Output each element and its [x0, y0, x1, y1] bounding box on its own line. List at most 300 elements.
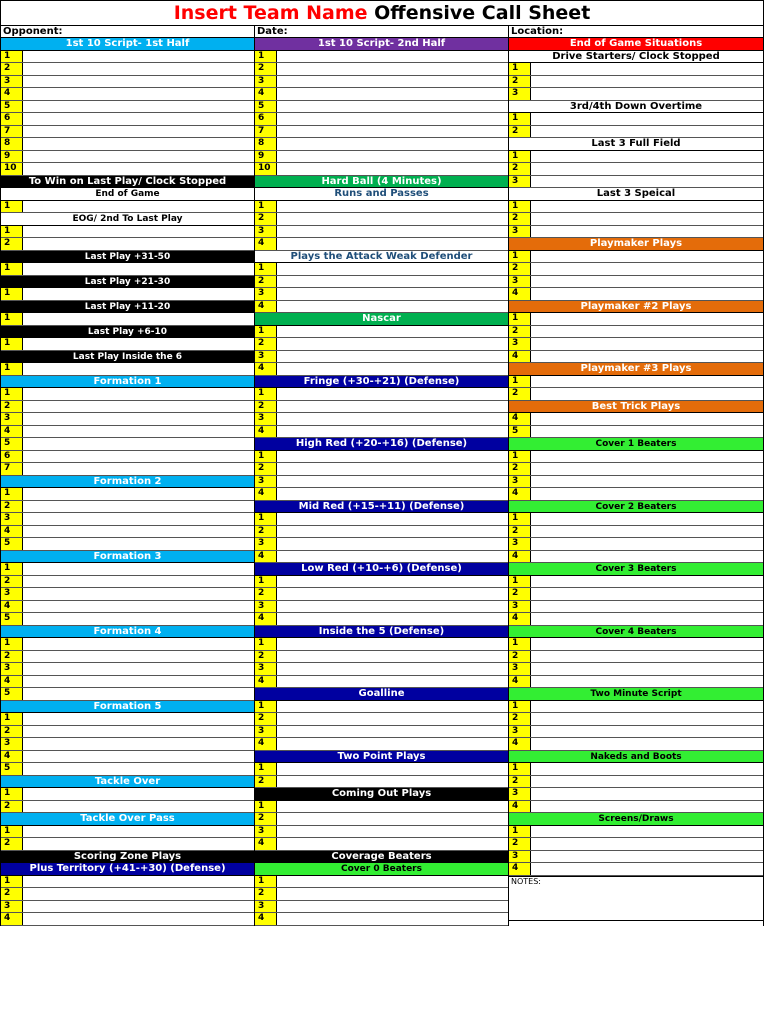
row-number: 1 — [255, 701, 277, 713]
section-header: Nakeds and Boots — [509, 751, 763, 764]
play-cell[interactable] — [23, 638, 254, 650]
play-cell[interactable] — [531, 613, 763, 625]
play-row — [255, 126, 508, 139]
play-row — [509, 763, 763, 776]
section-header: Cover 1 Beaters — [509, 438, 763, 451]
play-cell[interactable] — [531, 263, 763, 275]
play-row — [509, 388, 763, 401]
play-cell[interactable] — [277, 663, 508, 675]
play-cell[interactable] — [277, 538, 508, 550]
section-header: Cover 3 Beaters — [509, 563, 763, 576]
section-header: Mid Red (+15-+11) (Defense) — [255, 501, 508, 514]
play-cell[interactable] — [277, 113, 508, 125]
row-number: 3 — [255, 901, 277, 913]
play-cell[interactable] — [531, 776, 763, 788]
play-cell[interactable] — [277, 638, 508, 650]
play-cell[interactable] — [23, 788, 254, 800]
row-number: 5 — [1, 688, 23, 700]
play-row — [1, 801, 254, 814]
play-cell[interactable] — [23, 226, 254, 238]
play-row — [255, 213, 508, 226]
play-cell[interactable] — [277, 426, 508, 438]
section-header: Formation 2 — [1, 476, 254, 489]
play-cell[interactable] — [23, 263, 254, 275]
row-number: 4 — [1, 751, 23, 763]
play-row — [255, 713, 508, 726]
play-row — [255, 401, 508, 414]
play-row — [1, 738, 254, 751]
play-cell[interactable] — [277, 451, 508, 463]
row-number: 5 — [1, 101, 23, 113]
row-number: 1 — [509, 63, 531, 75]
play-cell[interactable] — [277, 813, 508, 825]
play-row — [509, 538, 763, 551]
play-cell[interactable] — [23, 888, 254, 900]
row-number: 1 — [509, 638, 531, 650]
play-row — [1, 651, 254, 664]
play-cell[interactable] — [23, 726, 254, 738]
row-number: 4 — [509, 676, 531, 688]
play-cell[interactable] — [277, 513, 508, 525]
play-row — [1, 588, 254, 601]
play-cell[interactable] — [277, 888, 508, 900]
play-cell[interactable] — [23, 651, 254, 663]
play-cell[interactable] — [531, 738, 763, 750]
play-row — [1, 288, 254, 301]
row-number: 3 — [255, 476, 277, 488]
play-cell[interactable] — [531, 826, 763, 838]
play-cell[interactable] — [531, 88, 763, 100]
play-cell[interactable] — [23, 751, 254, 763]
play-cell[interactable] — [531, 513, 763, 525]
play-row — [509, 376, 763, 389]
play-cell[interactable] — [531, 801, 763, 813]
row-number: 8 — [255, 138, 277, 150]
play-row — [1, 576, 254, 589]
play-cell[interactable] — [277, 701, 508, 713]
play-row — [255, 288, 508, 301]
row-number: 10 — [255, 163, 277, 175]
play-cell[interactable] — [277, 76, 508, 88]
section-header: Low Red (+10-+6) (Defense) — [255, 563, 508, 576]
play-row — [509, 801, 763, 814]
play-cell[interactable] — [531, 226, 763, 238]
row-number: 4 — [1, 676, 23, 688]
play-cell[interactable] — [23, 113, 254, 125]
play-row — [255, 63, 508, 76]
play-cell[interactable] — [531, 863, 763, 875]
play-row — [1, 751, 254, 764]
section-header: 1st 10 Script- 1st Half — [1, 38, 254, 51]
section-header: Scoring Zone Plays — [1, 851, 254, 864]
play-cell[interactable] — [277, 263, 508, 275]
play-cell[interactable] — [23, 488, 254, 500]
section-header: Cover 0 Beaters — [255, 863, 508, 876]
play-cell[interactable] — [23, 101, 254, 113]
section-header: Playmaker Plays — [509, 238, 763, 251]
play-cell[interactable] — [531, 488, 763, 500]
play-cell[interactable] — [277, 413, 508, 425]
play-row — [255, 701, 508, 714]
row-number: 2 — [255, 813, 277, 825]
section-header: Last 3 Full Field — [509, 138, 763, 151]
row-number: 7 — [1, 463, 23, 475]
play-cell[interactable] — [531, 338, 763, 350]
row-number: 1 — [509, 201, 531, 213]
play-cell[interactable] — [277, 226, 508, 238]
row-number: 2 — [1, 838, 23, 850]
play-cell[interactable] — [23, 826, 254, 838]
play-cell[interactable] — [23, 613, 254, 625]
row-number: 2 — [255, 776, 277, 788]
play-cell[interactable] — [531, 576, 763, 588]
play-cell[interactable] — [277, 801, 508, 813]
row-number: 2 — [509, 76, 531, 88]
row-number: 3 — [509, 88, 531, 100]
row-number: 2 — [509, 213, 531, 225]
column-left-sections — [1, 38, 254, 926]
play-cell[interactable] — [23, 51, 254, 63]
play-cell[interactable] — [531, 376, 763, 388]
play-cell[interactable] — [23, 576, 254, 588]
play-row — [509, 351, 763, 364]
notes-box[interactable] — [509, 876, 763, 921]
play-cell[interactable] — [277, 488, 508, 500]
section-header: Fringe (+30-+21) (Defense) — [255, 376, 508, 389]
row-number: 3 — [509, 726, 531, 738]
section-header: Drive Starters/ Clock Stopped — [509, 51, 763, 64]
row-number: 4 — [509, 863, 531, 875]
play-cell[interactable] — [23, 688, 254, 700]
play-row — [1, 663, 254, 676]
row-number: 8 — [1, 138, 23, 150]
play-cell[interactable] — [277, 526, 508, 538]
play-cell[interactable] — [23, 338, 254, 350]
play-cell[interactable] — [277, 651, 508, 663]
play-cell[interactable] — [23, 601, 254, 613]
play-cell[interactable] — [531, 451, 763, 463]
play-cell[interactable] — [277, 463, 508, 475]
play-cell[interactable] — [531, 276, 763, 288]
play-cell[interactable] — [277, 201, 508, 213]
play-row — [509, 788, 763, 801]
play-row — [1, 63, 254, 76]
row-number: 2 — [255, 713, 277, 725]
play-row — [509, 88, 763, 101]
play-cell[interactable] — [23, 563, 254, 575]
row-number: 1 — [509, 513, 531, 525]
row-number: 4 — [255, 738, 277, 750]
play-row — [255, 738, 508, 751]
row-number: 2 — [509, 263, 531, 275]
play-row — [1, 126, 254, 139]
play-cell[interactable] — [531, 213, 763, 225]
play-row — [255, 538, 508, 551]
play-row — [509, 613, 763, 626]
play-row — [509, 338, 763, 351]
play-cell[interactable] — [277, 838, 508, 850]
row-number: 3 — [255, 226, 277, 238]
play-cell[interactable] — [531, 463, 763, 475]
play-cell[interactable] — [277, 126, 508, 138]
play-cell[interactable] — [277, 738, 508, 750]
play-cell[interactable] — [531, 388, 763, 400]
row-number: 6 — [1, 451, 23, 463]
date-field[interactable]: Date: — [255, 26, 508, 38]
play-row — [255, 88, 508, 101]
row-number: 4 — [255, 301, 277, 313]
row-number: 7 — [1, 126, 23, 138]
row-number: 2 — [1, 651, 23, 663]
play-row — [255, 763, 508, 776]
play-cell[interactable] — [23, 438, 254, 450]
play-cell[interactable] — [23, 801, 254, 813]
play-cell[interactable] — [23, 313, 254, 325]
row-number: 6 — [1, 113, 23, 125]
play-cell[interactable] — [23, 238, 254, 250]
row-number: 1 — [255, 326, 277, 338]
play-cell[interactable] — [531, 351, 763, 363]
play-row — [509, 826, 763, 839]
location-field[interactable]: Location: — [509, 26, 763, 38]
row-number: 1 — [1, 788, 23, 800]
row-number: 2 — [1, 501, 23, 513]
play-cell[interactable] — [531, 851, 763, 863]
row-number: 3 — [255, 726, 277, 738]
play-row — [255, 476, 508, 489]
play-cell[interactable] — [531, 201, 763, 213]
row-number: 4 — [1, 88, 23, 100]
play-cell[interactable] — [23, 588, 254, 600]
play-cell[interactable] — [531, 713, 763, 725]
row-number: 2 — [509, 326, 531, 338]
play-cell[interactable] — [531, 701, 763, 713]
play-cell[interactable] — [23, 901, 254, 913]
play-cell[interactable] — [277, 101, 508, 113]
opponent-field[interactable]: Opponent: — [1, 26, 254, 38]
play-cell[interactable] — [23, 676, 254, 688]
play-cell[interactable] — [277, 363, 508, 375]
row-number: 4 — [255, 488, 277, 500]
play-row — [509, 851, 763, 864]
play-cell[interactable] — [531, 63, 763, 75]
play-cell[interactable] — [277, 213, 508, 225]
play-cell[interactable] — [23, 513, 254, 525]
row-number: 3 — [509, 601, 531, 613]
play-row — [255, 426, 508, 439]
play-cell[interactable] — [23, 401, 254, 413]
play-row — [1, 163, 254, 176]
play-cell[interactable] — [23, 88, 254, 100]
play-cell[interactable] — [277, 876, 508, 888]
play-cell[interactable] — [23, 763, 254, 775]
play-cell[interactable] — [531, 176, 763, 188]
play-row — [509, 226, 763, 239]
play-row — [255, 138, 508, 151]
play-cell[interactable] — [277, 763, 508, 775]
play-cell[interactable] — [23, 663, 254, 675]
row-number: 2 — [255, 63, 277, 75]
play-cell[interactable] — [277, 238, 508, 250]
play-cell[interactable] — [277, 301, 508, 313]
play-cell[interactable] — [23, 126, 254, 138]
play-cell[interactable] — [277, 351, 508, 363]
play-cell[interactable] — [277, 776, 508, 788]
row-number: 2 — [1, 401, 23, 413]
play-row — [1, 138, 254, 151]
play-cell[interactable] — [277, 913, 508, 925]
play-cell[interactable] — [531, 601, 763, 613]
play-row — [1, 313, 254, 326]
play-cell[interactable] — [531, 288, 763, 300]
section-header: 1st 10 Script- 2nd Half — [255, 38, 508, 51]
play-cell[interactable] — [23, 288, 254, 300]
play-cell[interactable] — [277, 713, 508, 725]
play-cell[interactable] — [277, 151, 508, 163]
section-header: Screens/Draws — [509, 813, 763, 826]
play-cell[interactable] — [531, 663, 763, 675]
play-cell[interactable] — [277, 326, 508, 338]
play-cell[interactable] — [531, 838, 763, 850]
play-cell[interactable] — [277, 601, 508, 613]
play-cell[interactable] — [23, 876, 254, 888]
play-cell[interactable] — [277, 676, 508, 688]
play-cell[interactable] — [277, 576, 508, 588]
section-header: Formation 4 — [1, 626, 254, 639]
play-cell[interactable] — [531, 126, 763, 138]
play-cell[interactable] — [277, 401, 508, 413]
play-cell[interactable] — [531, 588, 763, 600]
play-cell[interactable] — [531, 651, 763, 663]
play-row — [1, 388, 254, 401]
play-cell[interactable] — [23, 363, 254, 375]
row-number: 4 — [255, 676, 277, 688]
play-cell[interactable] — [23, 451, 254, 463]
play-cell[interactable] — [23, 63, 254, 75]
play-cell[interactable] — [277, 551, 508, 563]
play-cell[interactable] — [23, 151, 254, 163]
play-cell[interactable] — [277, 88, 508, 100]
play-cell[interactable] — [277, 163, 508, 175]
play-cell[interactable] — [23, 388, 254, 400]
play-cell[interactable] — [531, 763, 763, 775]
play-cell[interactable] — [277, 63, 508, 75]
play-row — [255, 113, 508, 126]
play-row — [509, 451, 763, 464]
play-row — [1, 826, 254, 839]
team-name-placeholder[interactable]: Insert Team Name — [173, 2, 368, 24]
row-number: 3 — [1, 901, 23, 913]
play-cell[interactable] — [23, 713, 254, 725]
play-cell[interactable] — [23, 201, 254, 213]
play-row — [509, 326, 763, 339]
play-cell[interactable] — [23, 76, 254, 88]
play-row — [255, 676, 508, 689]
row-number: 2 — [509, 526, 531, 538]
play-cell[interactable] — [277, 588, 508, 600]
play-cell[interactable] — [531, 476, 763, 488]
play-cell[interactable] — [23, 738, 254, 750]
play-cell[interactable] — [23, 138, 254, 150]
play-row — [255, 588, 508, 601]
play-cell[interactable] — [531, 788, 763, 800]
row-number: 1 — [509, 313, 531, 325]
play-cell[interactable] — [531, 326, 763, 338]
play-cell[interactable] — [531, 676, 763, 688]
play-cell[interactable] — [23, 526, 254, 538]
section-header: 3rd/4th Down Overtime — [509, 101, 763, 114]
row-number: 2 — [255, 651, 277, 663]
play-cell[interactable] — [277, 613, 508, 625]
play-row — [1, 526, 254, 539]
play-cell[interactable] — [531, 538, 763, 550]
play-cell[interactable] — [531, 76, 763, 88]
row-number: 5 — [255, 101, 277, 113]
play-cell[interactable] — [531, 726, 763, 738]
play-cell[interactable] — [531, 638, 763, 650]
play-row — [509, 313, 763, 326]
play-cell[interactable] — [531, 313, 763, 325]
play-cell[interactable] — [531, 551, 763, 563]
play-cell[interactable] — [277, 338, 508, 350]
play-cell[interactable] — [277, 288, 508, 300]
row-number: 3 — [509, 851, 531, 863]
play-row — [509, 726, 763, 739]
row-number: 1 — [1, 226, 23, 238]
row-number: 1 — [1, 51, 23, 63]
play-cell[interactable] — [531, 151, 763, 163]
page-title — [1, 0, 763, 26]
play-cell[interactable] — [277, 901, 508, 913]
play-cell[interactable] — [23, 413, 254, 425]
play-cell[interactable] — [531, 251, 763, 263]
play-cell[interactable] — [23, 501, 254, 513]
play-row — [255, 326, 508, 339]
play-row — [1, 88, 254, 101]
play-row — [1, 263, 254, 276]
play-row — [255, 76, 508, 89]
play-cell[interactable] — [23, 426, 254, 438]
play-cell[interactable] — [23, 838, 254, 850]
row-number: 3 — [509, 476, 531, 488]
play-cell[interactable] — [23, 463, 254, 475]
play-cell[interactable] — [531, 113, 763, 125]
section-header: Formation 3 — [1, 551, 254, 564]
play-cell[interactable] — [23, 538, 254, 550]
play-cell[interactable] — [23, 913, 254, 925]
play-cell[interactable] — [277, 826, 508, 838]
play-cell[interactable] — [277, 388, 508, 400]
play-cell[interactable] — [531, 413, 763, 425]
play-cell[interactable] — [531, 426, 763, 438]
play-cell[interactable] — [277, 726, 508, 738]
play-row — [1, 676, 254, 689]
play-row — [1, 563, 254, 576]
play-row — [509, 476, 763, 489]
play-cell[interactable] — [277, 276, 508, 288]
play-cell[interactable] — [277, 51, 508, 63]
play-cell[interactable] — [277, 476, 508, 488]
play-row — [1, 763, 254, 776]
section-header: Formation 1 — [1, 376, 254, 389]
play-cell[interactable] — [531, 163, 763, 175]
row-number: 9 — [1, 151, 23, 163]
play-cell[interactable] — [531, 526, 763, 538]
play-cell[interactable] — [23, 163, 254, 175]
play-cell[interactable] — [277, 138, 508, 150]
column-left — [1, 26, 255, 926]
play-row — [509, 463, 763, 476]
